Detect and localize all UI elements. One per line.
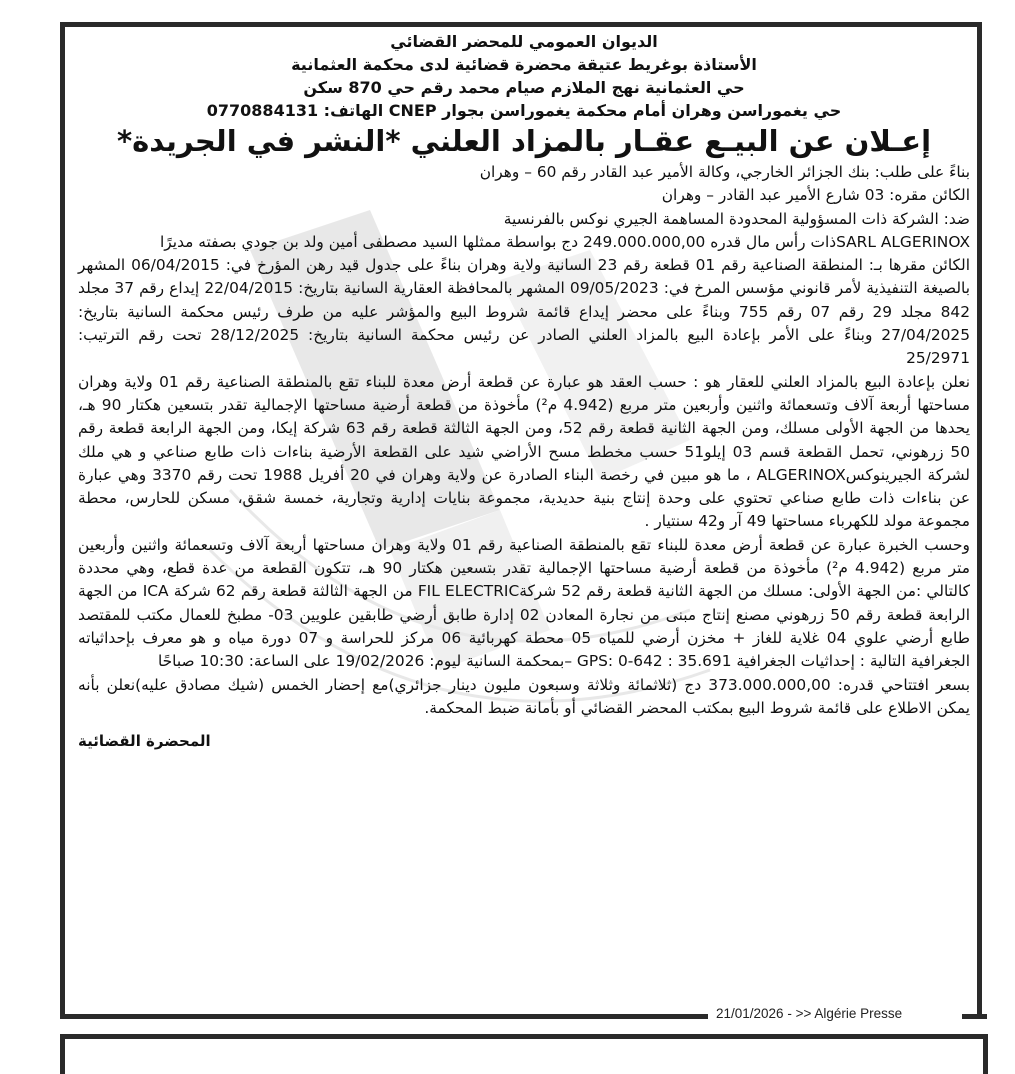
- frame-rule: [962, 1014, 987, 1019]
- debtor-address-and-references: الكائن مقرها بـ: المنطقة الصناعية رقم 01 قطعة رقم 23 السانية ولاية وهران بناءً على جدول قيد رهن المؤرخ في: 06/04/2015 المشهر بالصيغة التنفيذية لأمر قانوني مؤسس المرخ في: 09/05/2023 المشهر بالمحافظة العقارية السانية بتاريخ: 22/04/2015 إيداع رقم 37 مجلد 842 مجلد 29 رقم 07 رقم 755 وبناءً على محضر إيداع قائمة شروط البيع والمؤشر عليه من طرف رئيس محكمة السانية بتاريخ: 27/04/2025 وبناءً على الأمر بإعادة البيع بالمزاد العلني الصادر عن رئيس محكمة السانية بتاريخ: 28/12/2025 تحت رقم الترتيب: 25/2971: [78, 256, 970, 368]
- notice-title: إعـلان عن البيـع عقـار بالمزاد العلني *النشر في الجريدة*: [116, 124, 932, 158]
- office-address: حي العثمانية نهج الملازم صيام محمد رقم حي 870 سكن: [303, 78, 745, 97]
- signature: المحضرة القضائية: [78, 732, 211, 751]
- property-expert-description: وحسب الخبرة عبارة عن قطعة أرض معدة للبناء تقع بالمنطقة الصناعية رقم 01 ولاية وهران مساحتها أربعة آلاف وتسعمائة واثنين وأربعين متر مربع (4.942 م²) مأخوذة من قطعة أرضية مساحتها الإجمالية تقدر بتسعين هكتار 90 هـ، تتكون القطعة من عدة قطع، وهي محددة كالتالي :من الجهة الأولى: مسلك من الجهة الثانية قطعة رقم 52 شركةFIL ELECTRIC من الجهة الثالثة قطعة رقم 62 شركة ICA من الجهة الرابعة قطعة رقم 50 زرهوني مصنع إنتاج مبنى من نجارة المعادن 02 إدارة طابق أرضي طابقين علويين 03- مطبخ للعمال مكتب للمقتصد طابع أرضي علوي 04 غلاية للغاز + مخزن أرضي للمياه 05 محطة كهربائية 06 مركز للحراسة و 07 دورة مياه و هو معرف بإحداثياته الجغرافية التالية : إحداثيات الجغرافية GPS: 0-642 : 35.691 –بمحكمة السانية ليوم: 19/02/2026 على الساعة: 10:30 صباحًا: [78, 535, 971, 671]
- bailiff-name: الأستاذة بوغريط عتيقة محضرة قضائية لدى محكمة العثمانية: [291, 55, 757, 74]
- opening-price: بسعر افتتاحي قدره: 373.000.000,00 دج (ثلاثمائة وثلاثة وسبعون مليون دينار جزائري)مع إحضار الخمس (شيك مصادق عليه)نعلن بأنه يمكن الاطلاع على قائمة شروط البيع بمكتب المحضر القضائي أو بأمانة ضبط المحكمة.: [78, 675, 970, 717]
- requesting-party-address: الكائن مقره: 03 شارع الأمير عبد القادر – وهران: [661, 186, 970, 205]
- frame-rule: [60, 1014, 708, 1019]
- requesting-party: بناءً على طلب: بنك الجزائر الخارجي، وكالة الأمير عبد القادر رقم 60 – وهران: [479, 163, 970, 181]
- office-name: الديوان العمومي للمحضر القضائي: [390, 32, 658, 51]
- parties-section: [78, 161, 970, 371]
- debtor-party: ضد: الشركة ذات المسؤولية المحدودة المساهمة الجيري نوكس بالفرنسية: [503, 209, 970, 228]
- notice-content: [78, 30, 970, 750]
- next-notice-frame: [60, 1034, 988, 1074]
- source-credit: 21/01/2026 - >> Algérie Presse: [716, 1006, 903, 1021]
- debtor-company-details: SARL ALGERINOXذات رأس مال قدره 249.000.000,00 دج بواسطة ممثلها السيد مصطفى أمين ولد بن جودي بصفته مديرًا: [160, 232, 970, 251]
- office-address-phone: حي يغموراسن وهران أمام محكمة يغموراسن بجوار CNEP الهاتف: 0770884131: [206, 101, 842, 120]
- property-contract-description: نعلن بإعادة البيع بالمزاد العلني للعقار هو : حسب العقد هو عبارة عن قطعة أرض معدة للبناء تقع بالمنطقة الصناعية رقم 01 ولاية وهران مساحتها أربعة آلاف وتسعمائة واثنين وأربعين متر مربع (4.942 م²) مأخوذة من قطعة أرضية مساحتها الإجمالية تقدر بتسعين هكتار 90 هـ، يحدها من الجهة الأولى مسلك، ومن الجهة الثانية قطعة رقم 52، ومن الجهة الثالثة قطعة رقم 63 شركة إيكا، ومن الجهة الرابعة قطعة رقم 50 زرهوني، تحمل القطعة قسم 03 إيلو51 حسب مخطط مسح الأراضي شيد على القطعة الأرضية بناءات ذات طابع صناعي و هي ملك لشركة الجيرينوكسALGERINOX ، ما هو مبين في رخصة البناء الصادرة عن ولاية وهران في 20 أفريل 1988 تحت رقم 3370 وهي عبارة عن بناءات ذات طابع صناعي تحتوي على وحدة إنتاج بنية حديدية، مجموعة بنايات إدارية وتجارية، خمسة شقق، مسكن للحارس، محطة مجموعة مولد للكهرباء مساحتها 49 آر و42 سنتيار .: [78, 372, 970, 531]
- property-section: [78, 371, 970, 674]
- sale-section: [78, 674, 970, 721]
